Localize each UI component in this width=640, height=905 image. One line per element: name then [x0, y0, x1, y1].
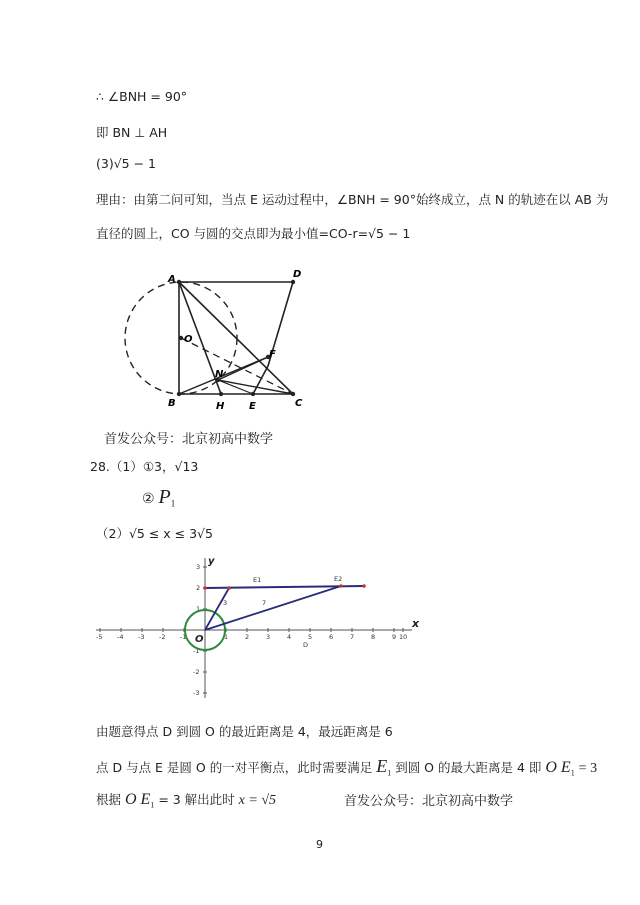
x-tick-label: 9 [392, 633, 397, 641]
label-c: C [295, 398, 303, 409]
circled-two: ② [142, 491, 155, 507]
solve-text-a: 根据 [96, 792, 122, 807]
line-perpendicular: 即 BN ⊥ AH [96, 125, 168, 140]
x-value: x = √5 [238, 793, 277, 808]
y-tick-label: 1 [196, 605, 201, 613]
line-q28-part1: 28.（1）①3，√13 [90, 459, 199, 474]
y-tick-label: 2 [196, 584, 201, 592]
label-e1: E1 [253, 576, 262, 584]
label-d: D [293, 269, 302, 280]
solve-text-b: = 3 解出此时 [158, 792, 235, 807]
x-tick-label: 7 [350, 633, 355, 641]
geometry-figure [118, 265, 318, 415]
x-tick-label: -1 [180, 633, 187, 641]
x-tick-label: 4 [287, 633, 292, 641]
oe1-symbol: O E [545, 759, 571, 776]
x-tick-label: 6 [329, 633, 334, 641]
page-number: 9 [316, 838, 323, 851]
y-tick-label: -2 [193, 668, 200, 676]
x-tick-label: 5 [308, 633, 313, 641]
y-tick-label: 3 [196, 563, 201, 571]
label-e2: E2 [334, 575, 343, 583]
p-subscript: 1 [170, 498, 176, 509]
label-d-point: D [303, 641, 309, 649]
condition-text-b: 到圆 O 的最大距离是 4 即 [395, 760, 542, 775]
line-solve-x [96, 790, 276, 810]
y-tick-label: -3 [193, 689, 200, 697]
segment-length-3: 3 [223, 599, 228, 607]
x-tick-label: -2 [159, 633, 166, 641]
x-tick-label: -4 [117, 633, 124, 641]
x-tick-label: 10 [399, 633, 408, 641]
segment-ne [218, 380, 253, 394]
oe1-symbol-2: O E [125, 791, 151, 808]
label-e: E [249, 401, 256, 412]
label-o: O [184, 334, 193, 345]
line-source-1: 首发公众号：北京初高中数学 [104, 431, 274, 446]
oe1-equals: = 3 [578, 761, 598, 776]
line-balance-condition [96, 756, 597, 778]
x-axis-label: x [412, 617, 420, 630]
x-tick-label: 8 [371, 633, 376, 641]
e1-subscript: 1 [387, 768, 392, 778]
line-reason-2: 直径的圆上，CO 与圆的交点即为最小值=CO-r=√5 − 1 [96, 226, 411, 241]
label-h: H [216, 401, 225, 412]
x-tick-label: -3 [138, 633, 145, 641]
label-a: A [168, 274, 176, 285]
x-tick-label: 2 [245, 633, 250, 641]
line-reason-1: 理由：由第二问可知，当点 E 运动过程中，∠BNH = 90°始终成立，点 N 的轨迹在以 AB 为 [96, 192, 609, 207]
condition-text-a: 点 D 与点 E 是圆 O 的一对平衡点，此时需要满足 [96, 760, 373, 775]
coordinate-figure [92, 552, 424, 702]
y-tick-label: -1 [193, 647, 200, 655]
line-source-2: 首发公众号：北京初高中数学 [344, 793, 514, 808]
origin-label: O [195, 634, 204, 645]
label-b: B [168, 398, 176, 409]
label-f: F [269, 349, 276, 360]
line-q28-part2: （2）√5 ≤ x ≤ 3√5 [96, 526, 213, 541]
line-d-distance: 由题意得点 D 到圆 O 的最近距离是 4，最远距离是 6 [96, 724, 393, 739]
x-tick-label: -5 [96, 633, 103, 641]
line-angle-bnh: ∴ ∠BNH = 90° [96, 89, 188, 104]
y-axis-label: y [208, 556, 215, 567]
label-n: N [215, 369, 224, 380]
segment-length-7: 7 [262, 599, 267, 607]
e1-symbol: E [376, 756, 388, 776]
oe1-subscript: 1 [570, 768, 575, 778]
x-tick-label: 1 [224, 633, 229, 641]
oe1-subscript-2: 1 [150, 800, 155, 810]
line-part3-answer: (3)√5 − 1 [96, 156, 156, 171]
segment-fc-part [253, 366, 268, 394]
p-symbol: P [158, 486, 171, 508]
line-q28-p1 [142, 486, 175, 509]
x-tick-label: 3 [266, 633, 271, 641]
